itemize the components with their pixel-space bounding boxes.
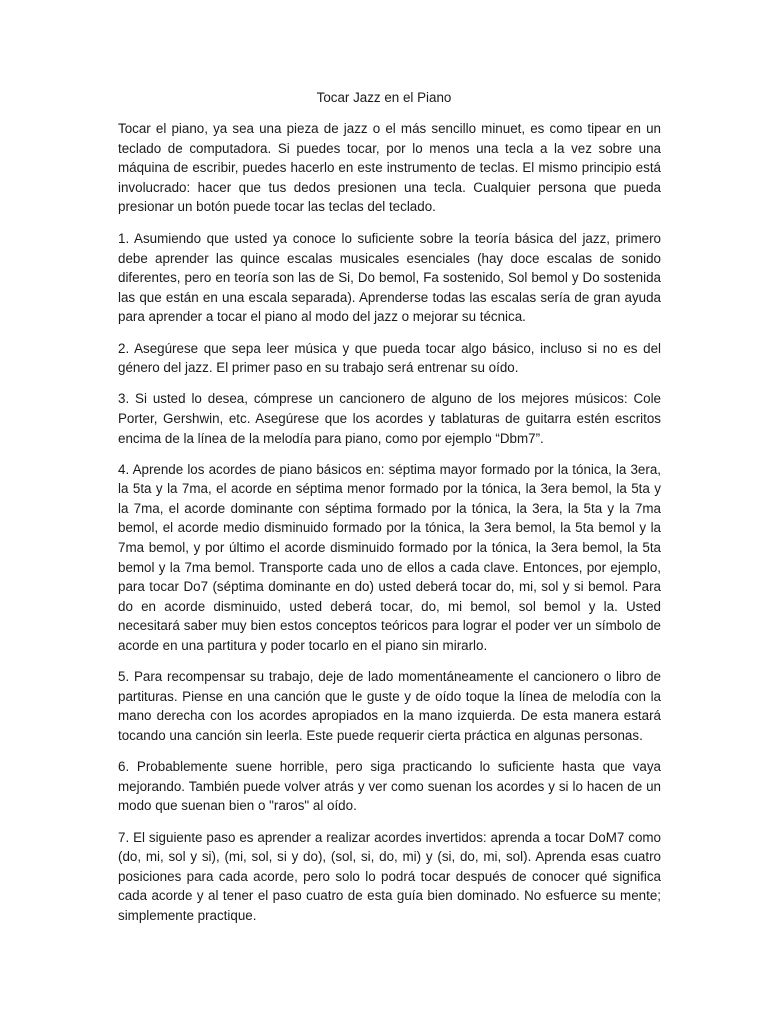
document-title: Tocar Jazz en el Piano xyxy=(316,90,452,105)
paragraph-step-7: 7. El siguiente paso es aprender a realizar acordes invertidos: aprenda a tocar DoM7 como (do, mi, sol y si), (mi, sol, si y do), (sol, si, do, mi) y (si, do, mi, sol). Aprenda esas cuatro posiciones para cada acorde, pero solo lo podrá tocar después de conocer qué significa cada acorde y al tener el paso cuatro de esta guía bien dominado. No esfuerce su mente; simplemente practique. xyxy=(118,829,661,923)
paragraph-step-1: 1. Asumiendo que usted ya conoce lo suficiente sobre la teoría básica del jazz, primero debe aprender las quince escalas musicales esenciales (hay doce escalas de sonido diferentes, pero en teoría son las de Si, Do bemol, Fa sostenido, Sol bemol y Do sostenida las que están en una escala separada). Aprenderse todas las escalas sería de gran ayuda para aprender a tocar el piano al modo del jazz o mejorar su técnica. xyxy=(118,230,661,325)
document-body xyxy=(118,119,661,937)
paragraph-step-3: 3. Si usted lo desea, cómprese un cancionero de alguno de los mejores músicos: Cole Porter, Gershwin, etc. Asegúrese que los acordes y tablaturas de guitarra estén escritos encima de la línea de la melodía para piano, como por ejemplo “Dbm7”. xyxy=(118,391,661,446)
paragraph-step-2: 2. Asegúrese que sepa leer música y que pueda tocar algo básico, incluso si no es del género del jazz. El primer paso en su trabajo será entrenar su oído. xyxy=(118,340,661,376)
paragraph-step-5: 5. Para recompensar su trabajo, deje de lado momentáneamente el cancionero o libro de partituras. Piense en una canción que le guste y de oído toque la línea de melodía con la mano derecha con los acordes apropiados en la mano izquierda. De esta manera estará tocando una canción sin leerla. Este puede requerir cierta práctica en algunas personas. xyxy=(118,669,661,743)
paragraph-step-6: 6. Probablemente suene horrible, pero siga practicando lo suficiente hasta que vaya mejorando. También puede volver atrás y ver como suenan los acordes y si lo hacen de un modo que suenan bien o "raros" al oído. xyxy=(118,759,661,814)
paragraph-step-4: 4. Aprende los acordes de piano básicos en: séptima mayor formado por la tónica, la 3era, la 5ta y la 7ma, el acorde en séptima menor formado por la tónica, la 3era bemol, la 5ta y la 7ma, el acorde dominante con séptima formado por la tónica, la 3era, la 5ta y la 7ma bemol, el acorde medio disminuido formado por la tónica, la 3era bemol, la 5ta bemol y la 7ma bemol, y por último el acorde disminuido formado por la tónica, la 3era bemol, la 5ta bemol y la 7ma bemol. Transporte cada uno de ellos a cada clave. Entonces, por ejemplo, para tocar Do7 (séptima dominante en do) usted deberá tocar do, mi, sol y si bemol. Para do en acorde disminuido, usted deberá tocar, do, mi bemol, sol bemol y la. Usted necesitará saber muy bien estos conceptos teóricos para lograr el poder ver un símbolo de acorde en una partitura y poder tocarlo en el piano sin mirarlo. xyxy=(118,461,661,654)
paragraph-intro: Tocar el piano, ya sea una pieza de jazz o el más sencillo minuet, es como tipear en un teclado de computadora. Si puedes tocar, por lo menos una tecla a la vez sobre una máquina de escribir, puedes hacerlo en este instrumento de teclas. El mismo principio está involucrado: hacer que tus dedos presionen una tecla. Cualquier persona que pueda presionar un botón puede tocar las teclas del teclado. xyxy=(118,121,661,215)
